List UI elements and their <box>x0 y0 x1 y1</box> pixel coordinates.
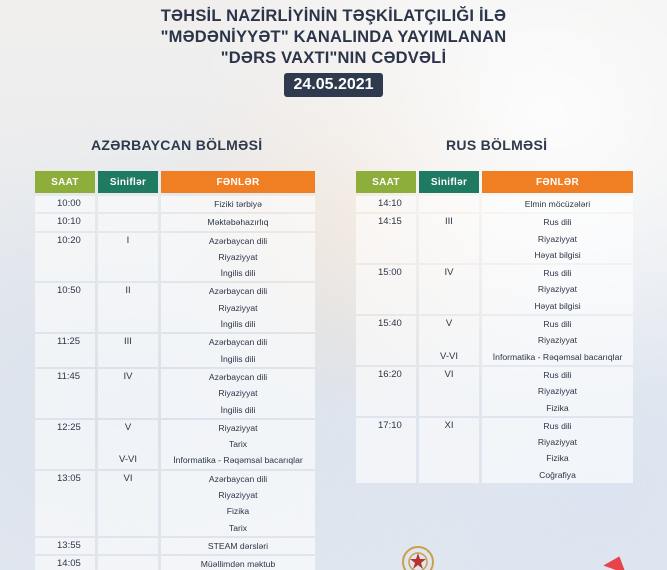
time-slot <box>356 214 633 263</box>
subject-column <box>161 471 315 536</box>
schedule-header <box>356 171 633 193</box>
grade-value: I <box>126 234 130 246</box>
grade-column <box>98 233 158 282</box>
title-line-3: "DƏRS VAXTI"NIN CƏDVƏLİ <box>220 49 447 67</box>
subject-value: Fiziki tərbiyə <box>214 199 262 209</box>
header-saat: SAAT <box>356 171 416 193</box>
time-slot <box>35 214 315 230</box>
grade-column <box>419 418 479 483</box>
subject-value: İngilis dili <box>220 268 256 279</box>
grade-value <box>98 487 158 503</box>
grade-value: V <box>445 318 453 330</box>
subject-column <box>161 369 315 418</box>
grade-value: VI <box>444 368 454 380</box>
grade-column <box>98 420 158 469</box>
time-slot <box>356 265 633 314</box>
time-column <box>356 316 416 365</box>
subject-value: Tarix <box>228 439 248 450</box>
time-slot <box>35 283 315 332</box>
time-column <box>35 369 95 418</box>
subject-value: Tarix <box>228 522 248 533</box>
subject-value: Rus dili <box>543 217 572 228</box>
grade-column <box>419 265 479 314</box>
title-line-2: "MƏDƏNİYYƏT" KANALINDA YAYIMLANAN <box>160 28 507 46</box>
grade-value: V-VI <box>440 350 458 362</box>
time-value: 12:25 <box>57 421 81 433</box>
subject-value: Riyaziyyat <box>537 386 578 397</box>
grade-value <box>98 351 158 367</box>
grade-value <box>419 400 479 416</box>
subject-column <box>161 556 315 570</box>
grade-value <box>419 450 479 466</box>
subject-value: Həyat bilgisi <box>534 249 581 260</box>
subject-value: Coğrafiya <box>539 469 576 480</box>
subject-column <box>482 316 633 365</box>
grade-column <box>98 369 158 418</box>
time-value: 13:55 <box>57 539 81 551</box>
time-value: 15:00 <box>378 267 402 279</box>
grade-column <box>419 214 479 263</box>
grade-value <box>419 332 479 348</box>
grade-value <box>419 467 479 483</box>
grade-value: II <box>125 285 131 297</box>
grade-column <box>98 556 158 570</box>
schedule-body <box>35 196 315 570</box>
date-badge: 24.05.2021 <box>284 73 382 97</box>
time-slot <box>35 233 315 282</box>
subject-value: Azərbaycan dili <box>208 286 268 297</box>
subject-value: Fizika <box>546 402 569 413</box>
time-column <box>35 334 95 367</box>
subject-value: İngilis dili <box>220 404 256 415</box>
grade-value: VI <box>123 472 133 484</box>
time-column <box>35 196 95 212</box>
time-slot <box>356 316 633 365</box>
subject-value: Riyaziyyat <box>537 284 578 295</box>
grade-value <box>98 316 158 332</box>
schedule-russian <box>356 171 633 485</box>
grade-column <box>98 538 158 554</box>
subject-column <box>482 418 633 483</box>
title-line-1: TƏHSİL NAZİRLİYİNİN TƏŞKİLATÇILIĞI İLƏ <box>160 7 507 25</box>
grade-value <box>419 231 479 247</box>
schedule-header <box>35 171 315 193</box>
time-column <box>35 283 95 332</box>
grade-value <box>419 298 479 314</box>
time-slot <box>356 367 633 416</box>
time-value: 10:50 <box>57 285 81 297</box>
time-value: 10:00 <box>57 198 81 209</box>
time-value: 10:20 <box>57 234 81 246</box>
subject-value: Azərbaycan dili <box>208 337 268 348</box>
grade-value <box>98 385 158 401</box>
subject-column <box>482 214 633 263</box>
subject-value: Azərbaycan dili <box>208 371 268 382</box>
grade-column <box>98 334 158 367</box>
time-slot <box>35 556 315 570</box>
grade-column <box>419 367 479 416</box>
time-column <box>35 420 95 469</box>
time-slot <box>356 196 633 212</box>
subject-value: STEAM dərsləri <box>207 540 269 551</box>
subject-value: Azərbaycan dili <box>208 235 268 246</box>
ministry-emblem-icon <box>401 545 435 570</box>
grade-value: V-VI <box>119 454 137 466</box>
subject-value: İngilis dili <box>220 319 256 330</box>
grade-value <box>98 300 158 316</box>
subject-column <box>161 420 315 469</box>
grade-value <box>98 196 158 212</box>
subject-value: Riyaziyyat <box>218 251 258 262</box>
time-column <box>356 196 416 212</box>
time-value: 14:15 <box>378 216 402 228</box>
time-column <box>356 265 416 314</box>
grade-column <box>419 316 479 365</box>
grade-value <box>98 265 158 281</box>
grade-value <box>98 249 158 265</box>
subject-column <box>161 283 315 332</box>
header-fenler: FƏNLƏR <box>482 171 633 193</box>
time-value: 15:40 <box>378 318 402 330</box>
time-column <box>35 233 95 282</box>
grade-column <box>419 196 479 212</box>
time-value: 14:10 <box>378 198 402 209</box>
subject-value: Məktəbəhazırlıq <box>207 217 269 228</box>
grade-value <box>98 214 158 230</box>
subject-column <box>161 538 315 554</box>
grade-value: III <box>124 336 132 348</box>
subject-value: Müəllimdən məktub <box>200 559 276 570</box>
time-value: 10:10 <box>57 216 81 228</box>
subject-value: İnformatika - Rəqəmsal bacarıqlar <box>173 455 303 466</box>
subject-column <box>161 214 315 230</box>
subject-value: Elmin möcüzələri <box>524 199 591 209</box>
time-slot <box>35 334 315 367</box>
grade-value <box>98 520 158 536</box>
subject-value: Fizika <box>226 506 250 517</box>
grade-value: IV <box>444 267 454 279</box>
subject-value: Riyaziyyat <box>218 422 258 433</box>
grade-value <box>419 281 479 297</box>
subject-column <box>161 334 315 367</box>
time-slot <box>35 538 315 554</box>
time-value: 14:05 <box>57 558 81 570</box>
page-header <box>0 6 667 97</box>
header-sinifler: Siniflər <box>98 171 158 193</box>
time-value: 11:25 <box>57 336 81 348</box>
header-sinifler: Siniflər <box>419 171 479 193</box>
schedule-azerbaijani <box>35 171 315 570</box>
grade-column <box>98 196 158 212</box>
time-value: 17:10 <box>378 419 402 431</box>
grade-value: III <box>445 216 453 228</box>
section-title-russian: RUS BÖLMƏSİ <box>446 137 548 153</box>
grade-column <box>98 214 158 230</box>
subject-value: Riyaziyyat <box>537 335 578 346</box>
subject-column <box>482 265 633 314</box>
time-slot <box>35 369 315 418</box>
section-title-azerbaijani: AZƏRBAYCAN BÖLMƏSİ <box>91 137 263 153</box>
grade-value <box>98 436 158 452</box>
time-slot <box>35 471 315 536</box>
time-column <box>356 418 416 483</box>
time-slot <box>35 420 315 469</box>
grade-value: V <box>124 421 132 433</box>
subject-value: Rus dili <box>543 268 572 279</box>
subject-value: Riyaziyyat <box>537 437 578 448</box>
subject-column <box>161 233 315 282</box>
subject-value: Riyaziyyat <box>218 388 258 399</box>
grade-value <box>419 247 479 263</box>
schedule-body <box>356 196 633 483</box>
time-value: 16:20 <box>378 368 402 380</box>
grade-value <box>98 538 158 554</box>
grade-column <box>98 283 158 332</box>
grade-value: IV <box>123 370 133 382</box>
subject-value: İngilis dili <box>220 353 256 364</box>
grade-value <box>419 383 479 399</box>
time-slot <box>35 196 315 212</box>
subject-column <box>482 196 633 212</box>
grade-column <box>98 471 158 536</box>
time-value: 13:05 <box>57 472 81 484</box>
subject-value: Həyat bilgisi <box>534 300 581 311</box>
header-fenler: FƏNLƏR <box>161 171 315 193</box>
subject-column <box>161 196 315 212</box>
subject-value: Riyaziyyat <box>537 233 578 244</box>
subject-value: Rus dili <box>543 369 572 380</box>
grade-value <box>419 196 479 212</box>
subject-value: Riyaziyyat <box>218 302 258 313</box>
subject-value: Rus dili <box>543 420 572 431</box>
subject-value: Azərbaycan dili <box>208 473 268 484</box>
grade-value <box>98 503 158 519</box>
subject-column <box>482 367 633 416</box>
subject-value: Riyaziyyat <box>218 490 258 501</box>
grade-value <box>419 434 479 450</box>
time-column <box>35 538 95 554</box>
time-column <box>35 556 95 570</box>
time-column <box>35 214 95 230</box>
subject-value: İnformatika - Rəqəmsal bacarıqlar <box>492 351 623 362</box>
grade-value <box>98 402 158 418</box>
time-slot <box>356 418 633 483</box>
time-column <box>356 214 416 263</box>
header-saat: SAAT <box>35 171 95 193</box>
grade-value: XI <box>444 419 454 431</box>
time-value: 11:45 <box>57 370 81 382</box>
subject-value: Rus dili <box>543 319 572 330</box>
subject-value: Fizika <box>546 453 569 464</box>
time-column <box>356 367 416 416</box>
grade-value <box>98 556 158 570</box>
time-column <box>35 471 95 536</box>
